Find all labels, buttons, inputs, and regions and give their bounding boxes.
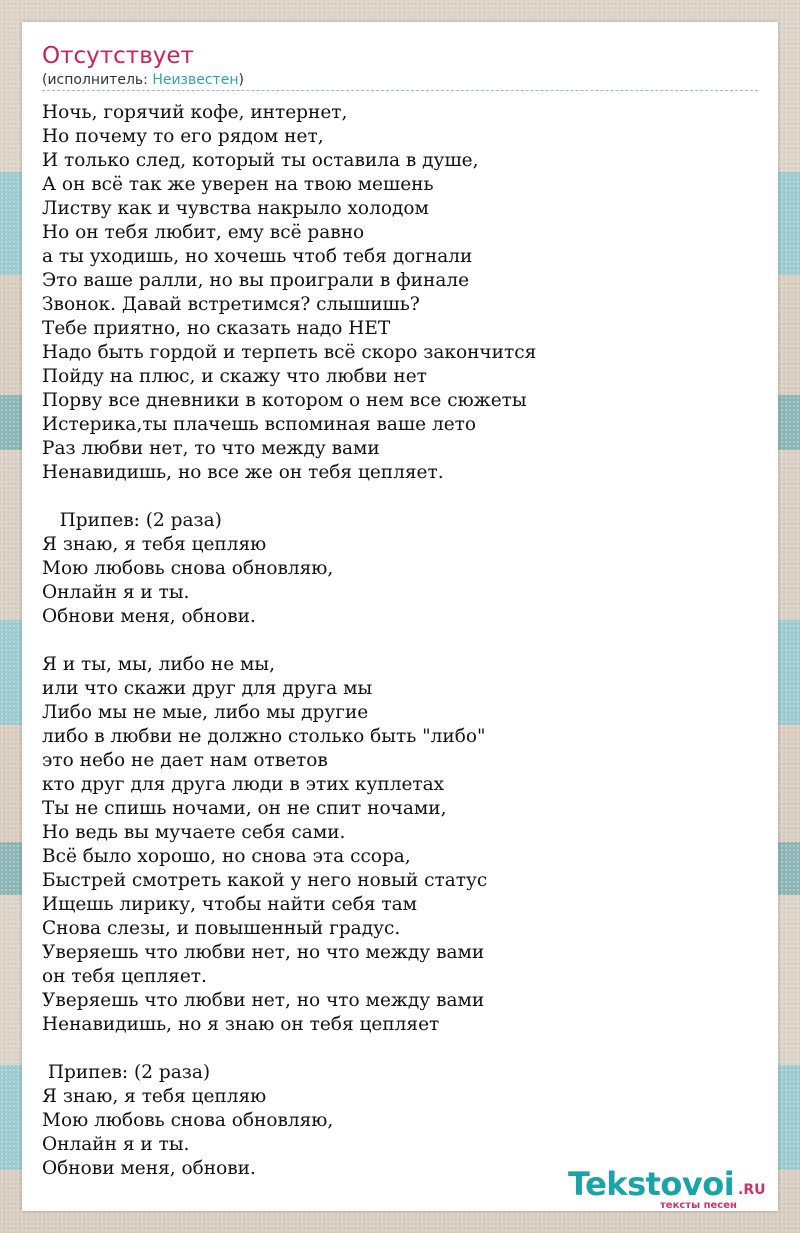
lyric-line: Ненавидишь, но все же он тебя цепляет. bbox=[42, 462, 444, 483]
lyric-line: Но ведь вы мучаете себя сами. bbox=[42, 822, 346, 843]
lyric-line: Я знаю, я тебя цепляю bbox=[42, 534, 267, 555]
lyric-line: Снова слезы, и повышенный градус. bbox=[42, 918, 401, 939]
lyrics-card bbox=[22, 22, 778, 1211]
lyric-line: Припев: (2 раза) bbox=[42, 510, 222, 531]
lyrics-body bbox=[42, 101, 758, 1181]
lyric-line: Ты не спишь ночами, он не спит ночами, bbox=[42, 798, 447, 819]
lyric-line: Всё было хорошо, но снова эта ссора, bbox=[42, 846, 411, 867]
lyric-line: Мою любовь снова обновляю, bbox=[42, 1110, 334, 1131]
lyric-blank-line bbox=[42, 629, 758, 653]
lyric-line: Порву все дневники в котором о нем все сюжеты bbox=[42, 390, 527, 411]
song-title: Отсутствует bbox=[42, 43, 194, 69]
dashed-divider bbox=[42, 90, 758, 91]
lyric-line: Раз любви нет, то что между вами bbox=[42, 438, 380, 459]
artist-link[interactable]: Неизвестен bbox=[152, 72, 239, 88]
lyric-line: Онлайн я и ты. bbox=[42, 1134, 190, 1155]
artist-prefix: (исполнитель: bbox=[42, 72, 153, 88]
lyric-line: Я знаю, я тебя цепляю bbox=[42, 1086, 267, 1107]
lyric-line: Онлайн я и ты. bbox=[42, 582, 190, 603]
lyric-line: Мою любовь снова обновляю, bbox=[42, 558, 334, 579]
site-logo[interactable] bbox=[568, 1165, 778, 1211]
lyric-line: Либо мы не мые, либо мы другие bbox=[42, 702, 369, 723]
lyric-blank-line bbox=[42, 485, 758, 509]
artist-suffix: ) bbox=[238, 72, 244, 88]
lyric-line: либо в любви не должно столько быть "либо" bbox=[42, 726, 486, 747]
lyric-line: Я и ты, мы, либо не мы, bbox=[42, 654, 276, 675]
lyric-line: он тебя цепляет. bbox=[42, 966, 207, 987]
lyric-line: Уверяешь что любви нет, но что между вами bbox=[42, 942, 485, 963]
lyric-line: это небо не дает нам ответов bbox=[42, 750, 328, 771]
lyric-line: Но он тебя любит, ему всё равно bbox=[42, 222, 365, 243]
lyric-line: Уверяешь что любви нет, но что между вами bbox=[42, 990, 485, 1011]
lyric-line: Ночь, горячий кофе, интернет, bbox=[42, 102, 348, 123]
lyric-line: Ищешь лирику, чтобы найти себя там bbox=[42, 894, 418, 915]
lyric-line: Припев: (2 раза) bbox=[42, 1062, 211, 1083]
lyric-line: Надо быть гордой и терпеть всё скоро закончится bbox=[42, 342, 537, 363]
lyric-line: или что скажи друг для друга мы bbox=[42, 678, 373, 699]
logo-tagline: тексты песен bbox=[660, 1200, 737, 1211]
lyric-line: Быстрей смотреть какой у него новый статус bbox=[42, 870, 488, 891]
lyric-line: Пойду на плюс, и скажу что любви нет bbox=[42, 366, 427, 387]
lyric-blank-line bbox=[42, 1037, 758, 1061]
lyric-line: а ты уходишь, но хочешь чтоб тебя догнали bbox=[42, 246, 473, 267]
lyric-line: Ненавидишь, но я знаю он тебя цепляет bbox=[42, 1014, 440, 1035]
lyric-line: Звонок. Давай встретимся? слышишь? bbox=[42, 294, 420, 315]
logo-wordmark: Tekstovoi bbox=[568, 1165, 735, 1203]
artist-line bbox=[42, 71, 244, 89]
lyric-line: А он всё так же уверен на твою мешень bbox=[42, 174, 434, 195]
lyric-line: кто друг для друга люди в этих куплетах bbox=[42, 774, 445, 795]
lyric-line: Но почему то его рядом нет, bbox=[42, 126, 324, 147]
lyric-line: Листву как и чувства накрыло холодом bbox=[42, 198, 429, 219]
lyric-line: И только след, который ты оставила в душе, bbox=[42, 150, 479, 171]
lyric-line: Истерика,ты плачешь вспоминая ваше лето bbox=[42, 414, 477, 435]
lyric-line: Обнови меня, обнови. bbox=[42, 606, 256, 627]
lyric-line: Это ваше ралли, но вы проиграли в финале bbox=[42, 270, 470, 291]
lyric-line: Обнови меня, обнови. bbox=[42, 1158, 256, 1179]
lyric-line: Тебе приятно, но сказать надо НЕТ bbox=[42, 318, 391, 339]
logo-domain: .RU bbox=[738, 1182, 766, 1198]
